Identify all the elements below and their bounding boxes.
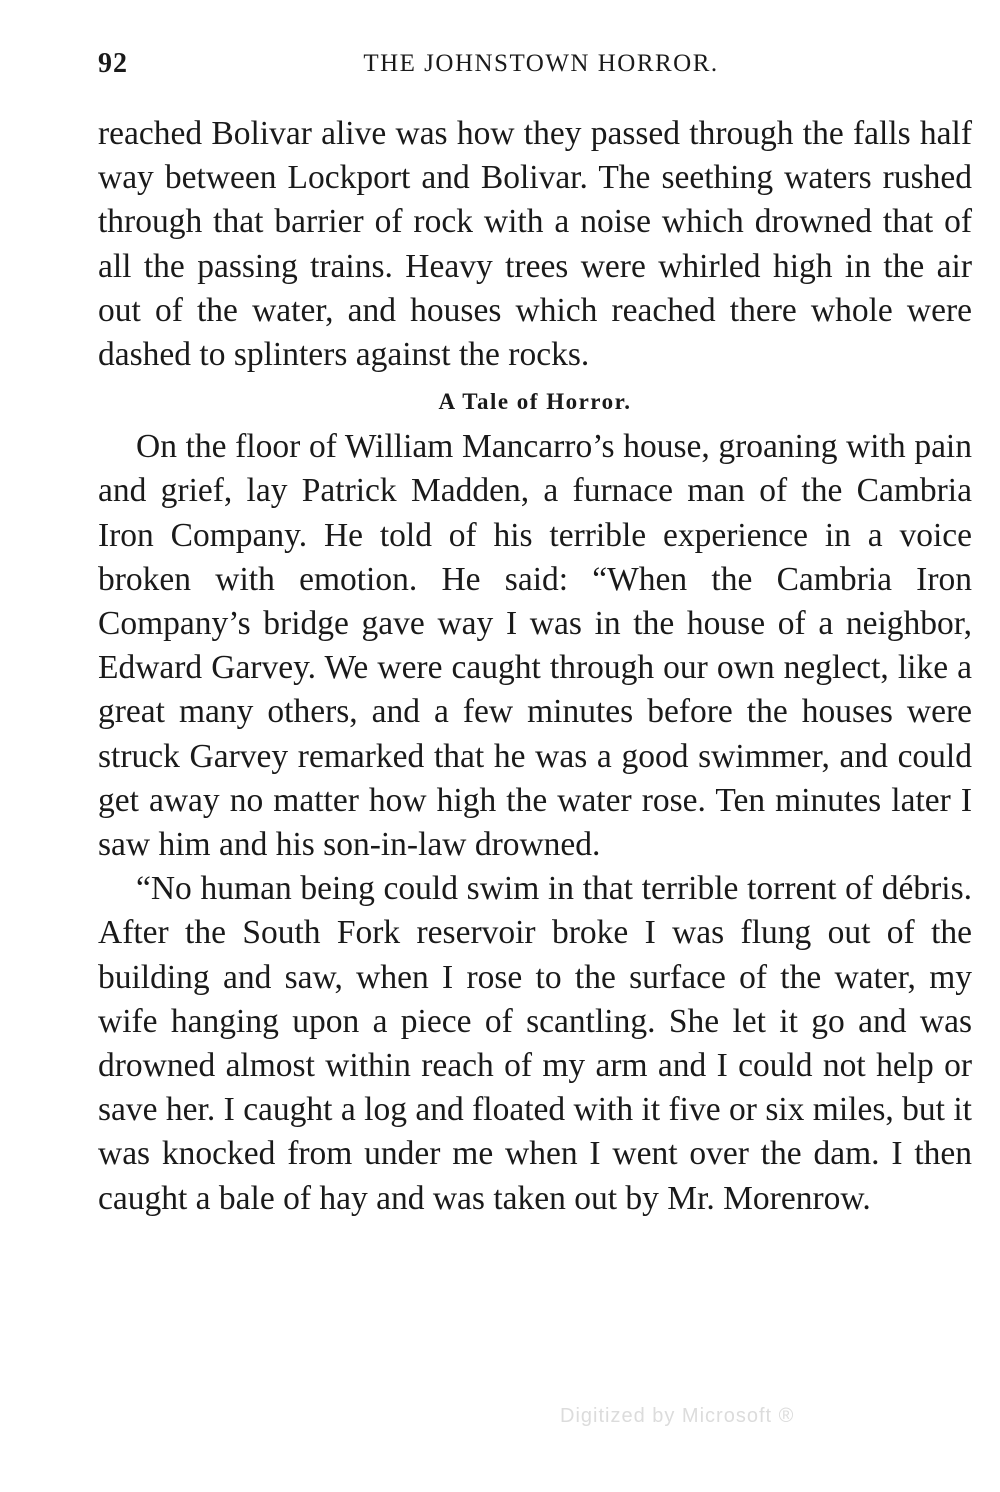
paragraph-continued: reached Bolivar alive was how they passed through the falls half way between Lockport and Bolivar. The seething waters rushed through that barrier of rock with a noise which drowned that of all the passing trains. Heavy trees were whirled high in the air out of the water, and houses which reached there whole were dashed to splinters against the rocks. xyxy=(98,115,972,374)
running-head xyxy=(98,48,970,84)
body-text xyxy=(98,112,972,1221)
digitization-watermark: Digitized by Microsoft ® xyxy=(560,1405,795,1427)
running-title: THE JOHNSTOWN HORROR. xyxy=(363,50,719,77)
paragraph-madden-account: On the floor of William Mancarro’s house, groaning with pain and grief, lay Patrick Madden, a furnace man of the Cambria Iron Company. He told of his terrible experience in a voice broken with emotion. He said: “When the Cambria Iron Company’s bridge gave way I was in the house of a neighbor, Edward Garvey. We were caught through our own neglect, like a great many others, and a few minutes before the houses were struck Garvey remarked that he was a good swimmer, and could get away no matter how high the water rose. Ten minutes later I saw him and his son-in-law drowned. xyxy=(98,428,972,864)
section-heading: A Tale of Horror. xyxy=(438,389,632,415)
paragraph-torrent: “No human being could swim in that terrible torrent of débris. After the South Fork reservoir broke I was flung out of the building and saw, when I rose to the surface of the water, my wife hanging upon a piece of scantling. She let it go and was drowned almost within reach of my arm and I could not help or save her. I caught a log and floated with it five or six miles, but it was knocked from under me when I went over the dam. I then caught a bale of hay and was taken out by Mr. Morenrow. xyxy=(98,870,972,1217)
page-number: 92 xyxy=(98,48,128,79)
